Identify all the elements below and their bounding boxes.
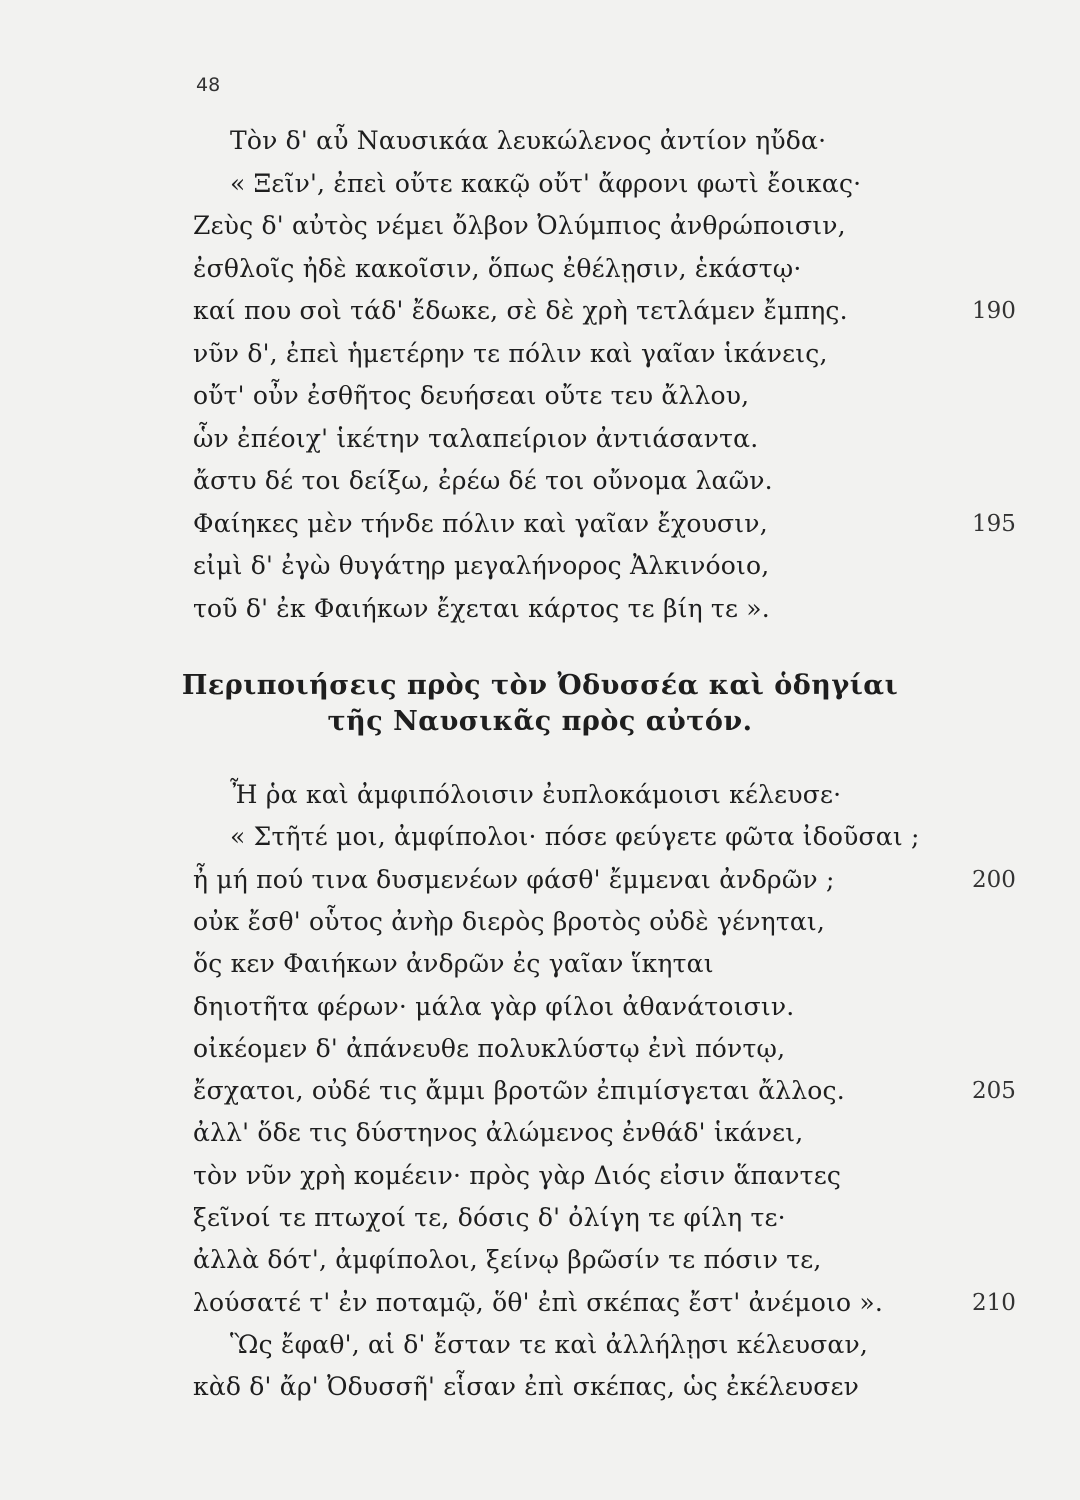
verse-line: κὰδ δ' ἄρ' Ὀδυσσῆ' εἷσαν ἐπὶ σκέπας, ὡς ἐκέλευσεν [193, 1372, 860, 1402]
verse-line: ὧν ἐπέοιχ' ἱκέτην ταλαπείριον ἀντιάσαντα. [193, 423, 759, 453]
line-number: 190 [972, 298, 1016, 324]
verse-line: Ζεὺς δ' αὐτὸς νέμει ὄλβον Ὀλύμπιος ἀνθρώποισιν, [193, 211, 846, 240]
verse-line: οἰκέομεν δ' ἀπάνευθε πολυκλύστῳ ἐνὶ πόντῳ, [193, 1033, 786, 1063]
verse-line: τοῦ δ' ἐκ Φαιήκων ἔχεται κάρτος τε βίη τε ». [193, 593, 770, 623]
line-number: 210 [972, 1289, 1016, 1316]
verse-line: οὔτ' οὖν ἐσθῆτος δευήσεαι οὔτε τευ ἄλλου, [193, 381, 750, 410]
verse-line: ἔσχατοι, οὐδέ τις ἄμμι βροτῶν ἐπιμίσγεται ἄλλος. [193, 1076, 845, 1106]
verse-line: ξεῖνοί τε πτωχοί τε, δόσις δ' ὀλίγη τε φίλη τε· [193, 1203, 786, 1232]
verse-line: ἀλλ' ὅδε τις δύστηνος ἀλώμενος ἐνθάδ' ἱκάνει, [193, 1118, 804, 1148]
page-number: 48 [196, 74, 221, 96]
section-heading-line-1: Περιποιήσεις πρὸς τὸν Ὀδυσσέα καὶ ὁδηγίαι [181, 670, 899, 701]
verse-line: ἐσθλοῖς ἠδὲ κακοῖσιν, ὅπως ἐθέλῃσιν, ἑκάστῳ· [193, 253, 802, 283]
verse-line: ἄστυ δέ τοι δείξω, ἐρέω δέ τοι οὔνομα λαῶν. [193, 466, 773, 495]
verse-line: ὅς κεν Φαιήκων ἀνδρῶν ἐς γαῖαν ἵκηται [193, 949, 714, 979]
line-number: 205 [972, 1078, 1016, 1105]
verse-line: Ὣς ἔφαθ', αἱ δ' ἔσταν τε καὶ ἀλλήλῃσι κέλευσαν, [230, 1329, 869, 1359]
verse-line: Ἦ ῥα καὶ ἀμφιπόλοισιν ἐυπλοκάμοισι κέλευσε· [230, 780, 842, 809]
section-heading-line-2: τῆς Ναυσικᾶς πρὸς αὐτόν. [327, 706, 753, 737]
verse-line: ἦ μή πού τινα δυσμενέων φάσθ' ἔμμεναι ἀνδρῶν ; [193, 864, 835, 894]
verse-line: ἀλλὰ δότ', ἀμφίπολοι, ξείνῳ βρῶσίν τε πόσιν τε, [193, 1245, 822, 1275]
verse-line: τὸν νῦν χρὴ κομέειν· πρὸς γὰρ Διός εἰσιν ἅπαντες [193, 1160, 842, 1190]
verse-line: καί που σοὶ τάδ' ἔδωκε, σὲ δὲ χρὴ τετλάμεν ἔμπης. [193, 296, 848, 325]
verse-line: Τὸν δ' αὖ Ναυσικάα λευκώλενος ἀντίον ηὔδα· [230, 126, 827, 155]
verse-line: Φαίηκες μὲν τήνδε πόλιν καὶ γαῖαν ἔχουσιν, [193, 508, 768, 538]
verse-line: « Ξεῖν', ἐπεὶ οὔτε κακῷ οὔτ' ἄφρονι φωτὶ ἔοικας· [230, 168, 862, 198]
verse-line: νῦν δ', ἐπεὶ ἡμετέρην τε πόλιν καὶ γαῖαν ἱκάνεις, [193, 338, 828, 368]
verse-line: « Στῆτέ μοι, ἀμφίπολοι· πόσε φεύγετε φῶτα ἰδοῦσαι ; [230, 822, 920, 852]
verse-line: λούσατέ τ' ἐν ποταμῷ, ὅθ' ἐπὶ σκέπας ἔστ' ἀνέμοιο ». [193, 1287, 884, 1317]
verse-line: δηιοτῆτα φέρων· μάλα γὰρ φίλοι ἀθανάτοισιν. [193, 991, 795, 1021]
line-number: 195 [972, 510, 1016, 537]
verse-line: οὐκ ἔσθ' οὗτος ἀνὴρ διερὸς βροτὸς οὐδὲ γένηται, [193, 906, 826, 936]
verse-line: εἰμὶ δ' ἐγὼ θυγάτηρ μεγαλήνορος Ἀλκινόοιο, [193, 551, 770, 580]
line-number: 200 [972, 866, 1016, 893]
